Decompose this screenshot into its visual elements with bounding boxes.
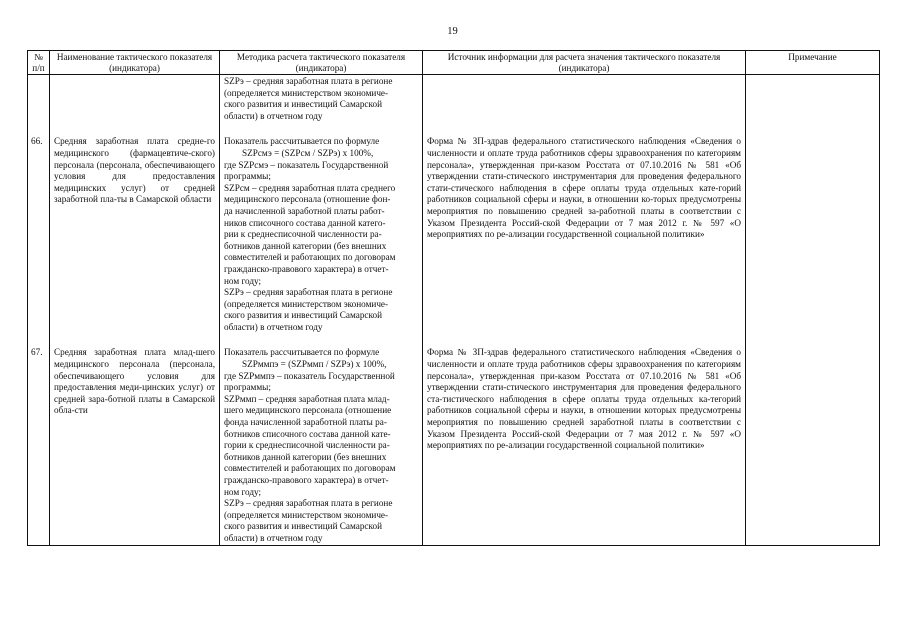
note-cell — [746, 347, 880, 545]
method-line: ном году; — [224, 275, 262, 286]
indicator-name: Средняя заработная плата средне-го медицинского (фармацевтиче-ского) персонала (персонала, обеспечивающего условия для предоставления медицинских услуг) от средней заработной пла-ты в Самарской области — [50, 136, 220, 333]
spacer-row — [28, 333, 880, 347]
method-intro: Показатель рассчитывается по формуле — [224, 136, 380, 147]
method-intro: Показатель рассчитывается по формуле — [224, 347, 380, 358]
header-source: Источник информации для расчета значения тактического показателя (индикатора) — [423, 51, 746, 75]
table-header-row — [28, 51, 880, 75]
source-cell: Форма № ЗП-здрав федерального статистического наблюдения «Сведения о численности и оплате труда работников сферы здравоохранения по категориям персонала», утвержденная при-казом Росстата от 07.10.2016 № 581 «Об утверждении стати-стического инструментария для проведения федерального стати-стического наблюдения в сфере оплаты труда отдельных кате-горий работников социальной сферы и науки, в отношении ко-торых предусмотрены мероприятия по повышению средней за-работной платы в соответствии с Указом Президента Россий-ской Федерации от 7 мая 2012 г. № 597 «О мероприятиях по ре-ализации государственной социальной политики» — [423, 136, 746, 333]
method-line: гражданско-правового характера) в отчет- — [224, 475, 389, 485]
method-line: программы; — [224, 382, 271, 393]
method-line: гории к среднесписочной численности ра- — [224, 440, 390, 451]
header-note: Примечание — [746, 51, 880, 75]
indicator-name: Средняя заработная плата млад-шего медицинского персонала (персонала, обеспечивающего условия для предоставления меди-цинских услуг) от средней зара-ботной платы в Самарской обла-сти — [50, 347, 220, 545]
table-row — [28, 347, 880, 545]
method-line: гражданско-правового характера) в отчет- — [224, 263, 389, 274]
continuation-line: области) в отчетном году — [224, 110, 323, 121]
method-line: где SZPммпэ – показатель Государственной — [224, 370, 395, 381]
method-line: ботников данной категории (без внешних — [224, 240, 387, 251]
method-line: ном году; — [224, 486, 262, 497]
method-line: области) в отчетном году — [224, 321, 323, 332]
method-cell — [220, 136, 423, 333]
formula: SZPммпэ = (SZPммп / SZPэ) x 100%, — [242, 359, 387, 370]
method-line: SZPэ – средняя заработная плата в регионе — [224, 287, 393, 298]
continuation-row — [28, 75, 880, 123]
note-cell — [746, 136, 880, 333]
continuation-method-cell — [220, 75, 423, 123]
method-line: программы; — [224, 171, 271, 182]
row-number: 66. — [28, 136, 50, 333]
indicators-table — [27, 50, 880, 546]
method-line: SZPсм – средняя заработная плата среднего — [224, 182, 396, 193]
method-line: ского развития и инвестиций Самарской — [224, 521, 383, 532]
method-line: ников списочного состава данной катего- — [224, 217, 386, 228]
source-cell: Форма № ЗП-здрав федерального статистического наблюдения «Сведения о численности и оплате труда работников сферы здравоохранения по категориям персонала», утвержденная при-казом Росстата от 07.10.2016 № 581 «Об утверждении стати-стического инструментария для проведения федерального ста-тистического наблюдения в сфере оплаты труда отдельных ка-тегорий работников социальной сферы и науки, в отношении которых предусмотрены мероприятия по повышению средней заработной платы в соответствии с Указом Президента Россий-ской Федерации от 7 мая 2012 г. № 597 «О мероприятиях по ре-ализации государственной социальной политики» — [423, 347, 746, 545]
spacer-row — [28, 122, 880, 136]
method-line: области) в отчетном году — [224, 532, 323, 543]
method-line: ботников списочного состава данной кате- — [224, 428, 391, 439]
continuation-line: ского развития и инвестиций Самарской — [224, 99, 383, 110]
row-number: 67. — [28, 347, 50, 545]
method-line: фонда начисленной заработной платы ра- — [224, 417, 387, 428]
method-line: рии к среднесписочной численности ра- — [224, 229, 382, 240]
method-line: SZPммп – средняя заработная плата млад- — [224, 393, 390, 404]
method-cell — [220, 347, 423, 545]
header-indicator-name: Наименование тактического показателя (индикатора) — [50, 51, 220, 75]
method-line: ботников данной категории (без внешних — [224, 451, 387, 462]
continuation-line: (определяется министерством экономиче- — [224, 87, 389, 98]
page-number: 19 — [447, 26, 458, 37]
method-line: SZPэ – средняя заработная плата в регионе — [224, 498, 393, 509]
method-line: да начисленной заработной платы работ- — [224, 205, 385, 216]
method-line: (определяется министерством экономиче- — [224, 509, 389, 520]
method-line: совместителей и работающих по договорам — [224, 252, 396, 263]
header-method: Методика расчета тактического показателя (индикатора) — [220, 51, 423, 75]
table-row — [28, 136, 880, 333]
method-line: ского развития и инвестиций Самарской — [224, 310, 383, 321]
method-line: (определяется министерством экономиче- — [224, 298, 389, 309]
header-number: № п/п — [28, 51, 50, 75]
continuation-line: SZPэ – средняя заработная плата в регионе — [224, 76, 393, 86]
method-line: шего медицинского персонала (отношение — [224, 405, 392, 416]
method-line: совместителей и работающих по договорам — [224, 463, 396, 474]
method-line: медицинского персонала (отношение фон- — [224, 194, 391, 205]
formula: SZPсмэ = (SZPсм / SZPэ) x 100%, — [242, 147, 374, 158]
method-line: где SZPсмэ – показатель Государственной — [224, 159, 389, 170]
